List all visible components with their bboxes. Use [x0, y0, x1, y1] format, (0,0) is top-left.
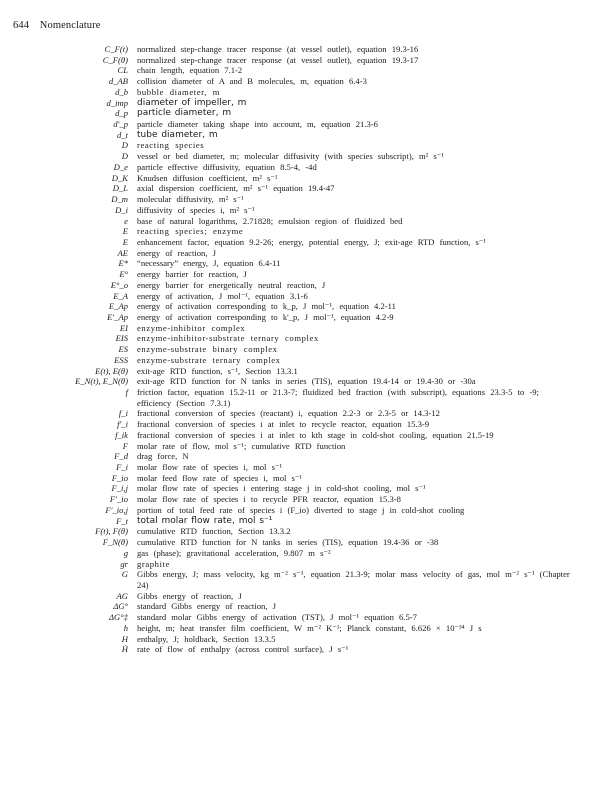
entry-definition: portion of total feed rate of species i (F_io) diverted to stage j in cold-shot cooling [137, 504, 465, 515]
nomenclature-list [0, 44, 598, 655]
entry-symbol: d_t [117, 129, 128, 140]
entry-definition: rate of flow of enthalpy (across control surface), J s⁻¹ [137, 644, 349, 655]
nomenclature-entry [0, 151, 598, 162]
entry-definition: standard Gibbs energy of reaction, J [137, 601, 276, 612]
nomenclature-entry [0, 569, 598, 590]
entry-definition: vessel or bed diameter, m; molecular diffusivity (with species subscript), m² s⁻¹ [137, 151, 444, 162]
entry-definition: height, m; heat transfer film coefficient, W m⁻² K⁻¹; Planck constant, 6.626 × 10⁻³⁴ J s [137, 622, 482, 633]
entry-symbol: F_io [111, 472, 128, 483]
entry-symbol: D [121, 140, 128, 151]
entry-symbol: d_AB [108, 76, 128, 87]
entry-symbol: D_L [112, 183, 128, 194]
entry-symbol: D_e [113, 161, 128, 172]
entry-symbol: gr [120, 558, 128, 569]
entry-definition: gas (phase); gravitational acceleration, 9.807 m s⁻² [137, 547, 331, 558]
entry-definition: enzyme-substrate binary complex [137, 344, 278, 355]
nomenclature-entry [0, 130, 598, 141]
entry-definition: energy of activation corresponding to k_p, J mol⁻¹, equation 4.2-11 [137, 301, 396, 312]
entry-definition: exit-age RTD function, s⁻¹, Section 13.3.1 [137, 365, 298, 376]
entry-symbol: E [122, 226, 128, 237]
nomenclature-entry [0, 601, 598, 612]
entry-definition: diameter of impeller, m [137, 97, 247, 108]
entry-definition: “necessary” energy, J, equation 6.4-11 [137, 258, 281, 269]
nomenclature-entry [0, 591, 598, 602]
nomenclature-entry [0, 376, 598, 387]
entry-definition: bubble diameter, m [137, 86, 221, 97]
nomenclature-entry [0, 55, 598, 66]
nomenclature-entry [0, 87, 598, 98]
entry-definition: enthalpy, J; holdback, Section 13.3.5 [137, 633, 276, 644]
nomenclature-entry [0, 473, 598, 484]
entry-symbol: ΔG° [113, 601, 128, 612]
nomenclature-entry [0, 419, 598, 430]
entry-definition: reacting species [137, 140, 205, 151]
entry-definition: energy of reaction, J [137, 247, 216, 258]
entry-definition: tube diameter, m [137, 129, 218, 140]
nomenclature-entry [0, 183, 598, 194]
nomenclature-entry [0, 516, 598, 527]
nomenclature-entry [0, 98, 598, 109]
entry-definition: total molar flow rate, mol s⁻¹ [137, 515, 273, 526]
nomenclature-entry [0, 226, 598, 237]
nomenclature-entry [0, 108, 598, 119]
entry-definition: energy of activation, J mol⁻¹, equation 3.1-6 [137, 290, 308, 301]
nomenclature-entry [0, 526, 598, 537]
entry-symbol: F'_io,j [105, 504, 128, 515]
entry-definition: Knudsen diffusion coefficient, m² s⁻¹ [137, 172, 278, 183]
entry-symbol: E(t), E(θ) [95, 365, 128, 376]
nomenclature-entry [0, 462, 598, 473]
entry-definition: enzyme-inhibitor-substrate ternary complex [137, 333, 319, 344]
entry-symbol: f_i [118, 408, 128, 419]
nomenclature-entry [0, 387, 598, 408]
entry-symbol: AE [117, 247, 128, 258]
nomenclature-entry [0, 162, 598, 173]
nomenclature-entry [0, 312, 598, 323]
nomenclature-entry [0, 344, 598, 355]
nomenclature-entry [0, 44, 598, 55]
entry-symbol: E_N(t), E_N(θ) [75, 376, 128, 387]
entry-definition: diffusivity of species i, m² s⁻¹ [137, 204, 255, 215]
entry-definition: graphite [137, 558, 170, 569]
nomenclature-entry [0, 408, 598, 419]
page-number: 644 [13, 20, 30, 31]
entry-symbol: g [123, 547, 128, 558]
entry-symbol: d_b [115, 86, 128, 97]
entry-symbol: F_i [116, 462, 128, 473]
entry-symbol: F_N(θ) [102, 537, 128, 548]
entry-symbol: f_ik [115, 429, 128, 440]
entry-symbol: F [122, 440, 128, 451]
nomenclature-entry [0, 634, 598, 645]
entry-symbol: C_F(t) [104, 44, 128, 54]
entry-definition: cumulative RTD function for N tanks in series (TIS), equation 19.4-36 or -38 [137, 537, 439, 548]
nomenclature-entry [0, 76, 598, 87]
nomenclature-entry [0, 333, 598, 344]
entry-symbol: F'_io [109, 494, 128, 505]
nomenclature-entry [0, 366, 598, 377]
entry-symbol: E°_o [110, 279, 128, 290]
nomenclature-entry [0, 269, 598, 280]
entry-definition: exit-age RTD function for N tanks in series (TIS), equation 19.4-14 or 19.4-30 or -30a [137, 376, 476, 387]
entry-definition: molar flow rate of species i entering stage j in cold-shot cooling, mol s⁻¹ [137, 483, 426, 494]
entry-definition: cumulative RTD function, Section 13.3.2 [137, 526, 291, 537]
nomenclature-entry [0, 216, 598, 227]
entry-symbol: D_K [111, 172, 128, 183]
entry-definition: energy of activation corresponding to k'_p, J mol⁻¹, equation 4.2-9 [137, 311, 394, 322]
nomenclature-entry [0, 291, 598, 302]
entry-symbol: d'_p [113, 119, 128, 130]
entry-definition: molecular diffusivity, m² s⁻¹ [137, 194, 244, 205]
entry-symbol: C_F(θ) [102, 54, 128, 65]
entry-definition: reacting species; enzyme [137, 226, 244, 237]
entry-symbol: F_d [114, 451, 128, 462]
entry-symbol: E'_Ap [107, 311, 128, 322]
entry-definition: molar flow rate of species i, mol s⁻¹ [137, 462, 283, 473]
nomenclature-entry [0, 494, 598, 505]
entry-symbol: d_imp [106, 97, 128, 108]
nomenclature-entry [0, 451, 598, 462]
nomenclature-entry [0, 559, 598, 570]
page-header [13, 20, 100, 31]
entry-definition: enzyme-inhibitor complex [137, 322, 246, 333]
entry-definition: fractional conversion of species i at inlet to recycle reactor, equation 15.3-9 [137, 419, 430, 430]
nomenclature-entry [0, 248, 598, 259]
entry-definition: Gibbs energy of reaction, J [137, 590, 242, 601]
entry-symbol: E_Ap [108, 301, 128, 312]
nomenclature-entry [0, 505, 598, 516]
entry-symbol: E° [119, 269, 128, 280]
nomenclature-entry [0, 430, 598, 441]
entry-definition: molar flow rate of species i to recycle PFR reactor, equation 15.3-8 [137, 494, 401, 505]
entry-symbol: ΔG°‡ [109, 612, 128, 623]
entry-definition: particle effective diffusivity, equation 8.5-4, -4d [137, 161, 317, 172]
nomenclature-entry [0, 205, 598, 216]
entry-symbol: E [122, 236, 128, 247]
entry-symbol: D [121, 151, 128, 162]
entry-definition: energy barrier for energetically neutral reaction, J [137, 279, 326, 290]
entry-definition: molar feed flow rate of species i, mol s⁻¹ [137, 472, 302, 483]
entry-symbol: Ḣ [121, 644, 128, 655]
entry-symbol: h [123, 622, 128, 633]
nomenclature-entry [0, 65, 598, 76]
entry-symbol: D_m [111, 194, 128, 205]
nomenclature-entry [0, 537, 598, 548]
entry-symbol: E_A [113, 290, 128, 301]
nomenclature-entry [0, 548, 598, 559]
entry-definition: friction factor, equation 15.2-11 or 21.3-7; fluidized bed fraction (with subscript), equations 23.3-5 to -9; efficiency (Section 7.3.1) [137, 387, 539, 408]
section-title: Nomenclature [39, 20, 101, 31]
entry-definition: energy barrier for reaction, J [137, 269, 247, 280]
entry-definition: standard molar Gibbs energy of activation (TST), J mol⁻¹ equation 6.5-7 [137, 612, 417, 623]
nomenclature-entry [0, 644, 598, 655]
entry-symbol: d_p [115, 108, 128, 119]
nomenclature-entry [0, 612, 598, 623]
entry-symbol: F_t [116, 515, 128, 526]
nomenclature-entry [0, 483, 598, 494]
entry-symbol: F_i,j [111, 483, 128, 494]
entry-definition: base of natural logarithms, 2.71828; emulsion region of fluidized bed [137, 215, 403, 226]
entry-definition: collision diameter of A and B molecules, m, equation 6.4-3 [137, 76, 367, 87]
entry-symbol: AG [116, 590, 128, 601]
entry-symbol: EI [119, 322, 128, 333]
entry-definition: normalized step-change tracer response (at vessel outlet), equation 19.3-17 [137, 54, 419, 65]
nomenclature-entry [0, 119, 598, 130]
entry-definition: fractional conversion of species i at inlet to kth stage in cold-shot cooling, equation 21.5-19 [137, 429, 494, 440]
nomenclature-entry [0, 173, 598, 184]
nomenclature-entry [0, 280, 598, 291]
entry-symbol: G [121, 569, 128, 580]
nomenclature-entry [0, 194, 598, 205]
entry-symbol: E* [118, 258, 128, 269]
nomenclature-entry [0, 301, 598, 312]
entry-definition: Gibbs energy, J; mass velocity, kg m⁻² s⁻¹, equation 21.3-9; molar mass velocity of gas, mol m⁻² s⁻¹ (Chapter 24) [137, 569, 570, 590]
nomenclature-entry [0, 355, 598, 366]
entry-definition: enhancement factor, equation 9.2-26; energy, potential energy, J; exit-age RTD function, s⁻¹ [137, 236, 487, 247]
entry-symbol: f'_i [117, 419, 128, 430]
entry-definition: chain length, equation 7.1-2 [137, 65, 243, 76]
entry-definition: particle diameter, m [137, 108, 232, 119]
entry-definition: enzyme-substrate ternary complex [137, 354, 281, 365]
nomenclature-entry [0, 258, 598, 269]
nomenclature-entry [0, 237, 598, 248]
entry-symbol: D_i [115, 204, 128, 215]
entry-symbol: H [121, 633, 128, 644]
entry-definition: drag force, N [137, 451, 189, 462]
entry-definition: fractional conversion of species (reactant) i, equation 2.2-3 or 2.3-5 or 14.3-12 [137, 408, 440, 419]
entry-symbol: f [125, 387, 128, 397]
entry-symbol: ESS [114, 354, 128, 365]
nomenclature-entry [0, 623, 598, 634]
entry-symbol: EIS [115, 333, 128, 344]
entry-definition: normalized step-change tracer response (at vessel outlet), equation 19.3-16 [137, 44, 419, 54]
entry-symbol: ES [118, 344, 128, 355]
nomenclature-entry [0, 140, 598, 151]
entry-definition: axial dispersion coefficient, m² s⁻¹ equation 19.4-47 [137, 183, 335, 194]
entry-symbol: F(t), F(θ) [95, 526, 128, 537]
entry-symbol: CL [117, 65, 128, 76]
entry-definition: particle diameter taking shape into account, m, equation 21.3-6 [137, 119, 378, 130]
entry-symbol: e [124, 215, 128, 226]
entry-definition: molar rate of flow, mol s⁻¹; cumulative RTD function [137, 440, 346, 451]
nomenclature-entry [0, 323, 598, 334]
nomenclature-entry [0, 441, 598, 452]
